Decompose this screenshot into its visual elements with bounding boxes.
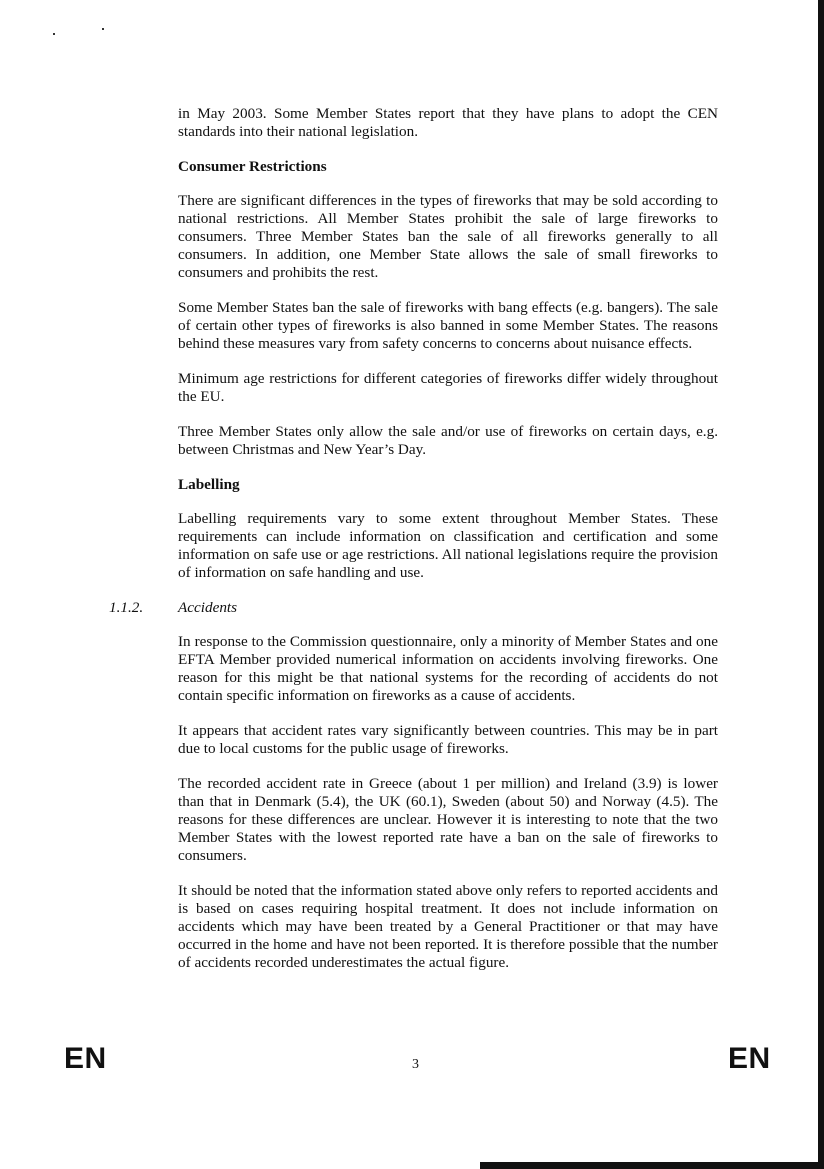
footer-language-left: EN [64, 1042, 107, 1075]
scan-speck [102, 28, 104, 30]
footer-language-right: EN [728, 1042, 771, 1075]
page-number: 3 [412, 1057, 419, 1072]
accidents-section-heading [109, 599, 718, 617]
consumer-restrictions-paragraph: Minimum age restrictions for different categories of fireworks differ widely throughout the EU. [178, 370, 718, 405]
section-number: 1.1.2. [109, 599, 144, 616]
document-body [109, 105, 718, 989]
consumer-restrictions-paragraph: Some Member States ban the sale of fireworks with bang effects (e.g. bangers). The sale of certain other types of fireworks is also banned in some Member States. The reasons behind these measures vary from safety concerns to concerns about nuisance effects. [178, 299, 718, 352]
accidents-paragraph: It appears that accident rates vary significantly between countries. This may be in part due to local customs for the public usage of fireworks. [178, 722, 718, 757]
accidents-paragraph: The recorded accident rate in Greece (about 1 per million) and Ireland (3.9) is lower than that in Denmark (5.4), the UK (60.1), Sweden (about 50) and Norway (4.5). The reasons for these differences are unclear. However it is interesting to note that the two Member States with the lowest reported rate have a ban on the sale of fireworks to consumers. [178, 775, 718, 864]
labelling-heading: Labelling [178, 476, 240, 493]
scan-speck [53, 33, 55, 35]
accidents-paragraph: It should be noted that the information stated above only refers to reported accidents and is based on cases requiring hospital treatment. It does not include information on accidents which may have been treated by a General Practitioner or that may have occurred in the home and have not been reported. It is therefore possible that the number of accidents recorded underestimates the actual figure. [178, 882, 718, 971]
scan-border-right [818, 0, 824, 1169]
section-title: Accidents [178, 599, 238, 616]
consumer-restrictions-heading: Consumer Restrictions [178, 158, 327, 175]
labelling-paragraph: Labelling requirements vary to some extent throughout Member States. These requirements can include information on classification and certification and some information on safe use or age restrictions. All national legislations require the provision of information on safe handling and use. [178, 510, 718, 581]
consumer-restrictions-paragraph: There are significant differences in the types of fireworks that may be sold according to national restrictions. All Member States prohibit the sale of large fireworks to consumers. Three Member States ban the sale of all fireworks generally to all consumers. In addition, one Member State allows the sale of small fireworks to consumers and prohibits the rest. [178, 192, 718, 281]
consumer-restrictions-paragraph: Three Member States only allow the sale and/or use of fireworks on certain days, e.g. between Christmas and New Year’s Day. [178, 423, 718, 458]
accidents-paragraph: In response to the Commission questionnaire, only a minority of Member States and one EFTA Member provided numerical information on accidents involving fireworks. One reason for this might be that national systems for the recording of accidents do not contain specific information on fireworks as a cause of accidents. [178, 633, 718, 704]
intro-paragraph: in May 2003. Some Member States report that they have plans to adopt the CEN standards into their national legislation. [178, 105, 718, 140]
scan-border-bottom [480, 1162, 824, 1169]
